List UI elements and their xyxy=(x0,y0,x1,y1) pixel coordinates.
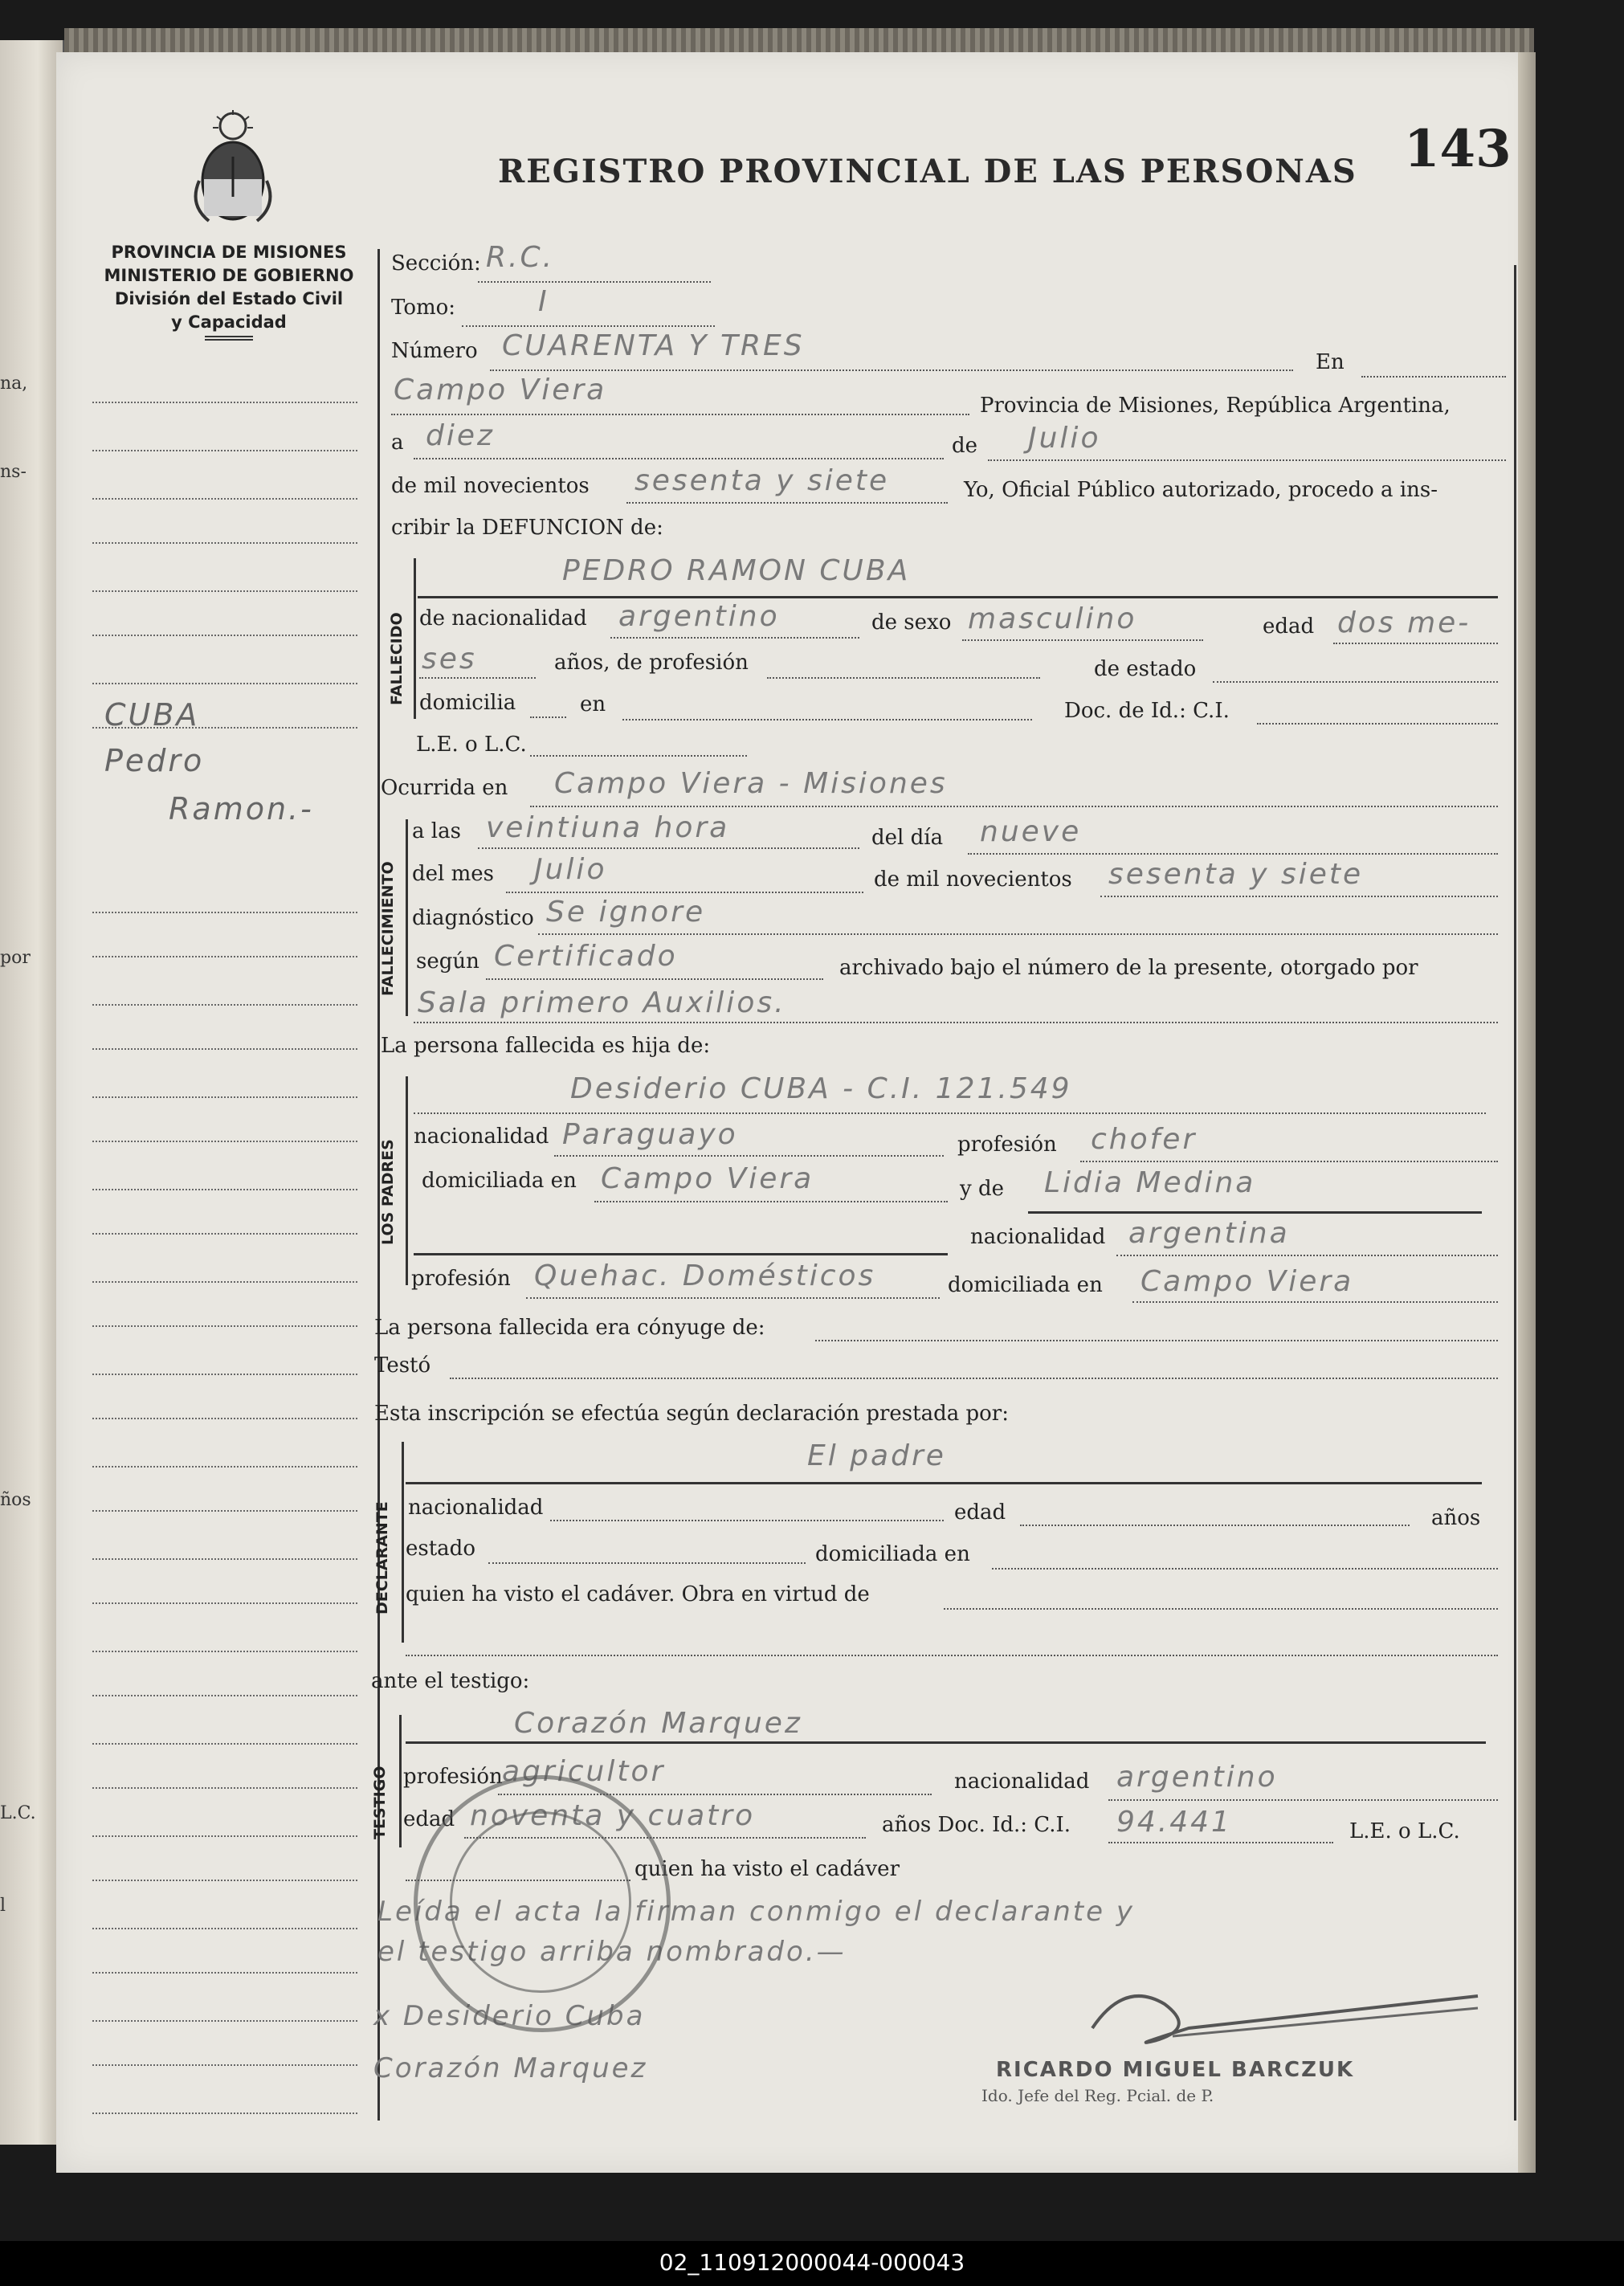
field-line xyxy=(506,892,863,893)
official-signature-scribble xyxy=(1076,1972,1494,2060)
label-del-dia: del día xyxy=(871,826,944,850)
label-de: de xyxy=(952,434,978,458)
label-domicilia: domicilia xyxy=(419,691,516,715)
value-testigo-ci: 94.441 xyxy=(1116,1806,1232,1839)
value-diagnostico: Se ignore xyxy=(546,896,706,929)
official-seal-stamp xyxy=(414,1775,671,2032)
value-padre-dom: Campo Viera xyxy=(601,1162,814,1195)
section-border xyxy=(414,558,416,719)
label-anos-profesion: años, de profesión xyxy=(554,651,749,675)
margin-line xyxy=(92,912,357,913)
value-segun: Certificado xyxy=(494,940,678,973)
field-line xyxy=(488,1562,806,1564)
field-line xyxy=(530,755,747,757)
field-line xyxy=(391,414,969,415)
label-estado: de estado xyxy=(1094,657,1197,681)
margin-line xyxy=(92,2020,357,2022)
page-title: REGISTRO PROVINCIAL DE LAS PERSONAS xyxy=(498,153,1357,190)
margin-line xyxy=(92,1281,357,1283)
field-line xyxy=(1361,376,1506,378)
margin-line xyxy=(92,1558,357,1560)
label-decl-estado: estado xyxy=(406,1537,475,1561)
form-right-border xyxy=(1514,265,1516,2121)
margin-line xyxy=(92,1651,357,1652)
label-madre-profesion: profesión xyxy=(411,1267,511,1291)
field-line xyxy=(550,1520,944,1521)
label-de-mil: de mil novecientos xyxy=(391,474,590,498)
value-declarante: El padre xyxy=(807,1439,946,1472)
margin-first-name: Pedro xyxy=(104,743,205,778)
section-border xyxy=(399,1715,402,1847)
section-label-padres: LOS PADRES xyxy=(379,1139,397,1245)
field-line xyxy=(406,1655,1498,1656)
field-line xyxy=(1100,896,1498,897)
label-numero: Número xyxy=(391,339,478,363)
margin-line xyxy=(92,683,357,684)
field-line xyxy=(450,1378,1498,1379)
margin-line xyxy=(92,1048,357,1050)
field-line xyxy=(554,1155,944,1157)
official-seal-inner-ring xyxy=(450,1811,631,1993)
field-line xyxy=(610,637,859,639)
value-ocurrida: Campo Viera - Misiones xyxy=(554,767,948,800)
field-line xyxy=(530,716,566,718)
value-padre-prof: chofer xyxy=(1091,1123,1198,1156)
label-en-domicilio: en xyxy=(580,692,606,716)
witness-signature: Corazón Marquez xyxy=(373,2052,648,2084)
field-line xyxy=(406,1741,1486,1744)
margin-line xyxy=(92,1510,357,1512)
section-border xyxy=(406,819,408,1016)
field-line xyxy=(962,639,1203,641)
field-line xyxy=(478,847,859,849)
left-page-fragment: ños xyxy=(0,1490,31,1510)
label-testigo-nacionalidad: nacionalidad xyxy=(954,1770,1090,1794)
field-line xyxy=(414,1253,948,1255)
value-anio-fall: sesenta y siete xyxy=(1108,858,1364,891)
field-line xyxy=(626,502,948,504)
label-nacionalidad: de nacionalidad xyxy=(419,606,587,631)
label-inscripcion: Esta inscripción se efectúa según declaración prestada por: xyxy=(374,1402,1009,1426)
org-underline xyxy=(205,336,253,337)
label-padre-domiciliada: domiciliada en xyxy=(422,1169,577,1193)
label-provincia: Provincia de Misiones, República Argentina, xyxy=(980,394,1451,418)
closing-text-line-2: el testigo arriba nombrado.— xyxy=(377,1936,847,1968)
field-line xyxy=(490,369,1293,371)
label-decl-edad: edad xyxy=(954,1500,1006,1525)
margin-line xyxy=(92,542,357,544)
value-madre-dom: Campo Viera xyxy=(1140,1265,1354,1298)
field-line xyxy=(526,1297,940,1299)
margin-surname: CUBA xyxy=(104,697,200,733)
field-line xyxy=(414,458,944,459)
left-page-fragment: l xyxy=(0,1896,6,1916)
margin-line xyxy=(92,956,357,957)
label-segun: según xyxy=(416,949,479,974)
value-sexo: masculino xyxy=(968,602,1137,635)
label-doc-id: Doc. de Id.: C.I. xyxy=(1064,699,1230,723)
label-quien-visto: quien ha visto el cadáver. Obra en virtud de xyxy=(406,1582,870,1606)
field-line xyxy=(1080,1161,1498,1162)
section-label-fallecimiento: FALLECIMIENTO xyxy=(379,861,397,996)
margin-line xyxy=(92,450,357,451)
section-label-fallecido: FALLECIDO xyxy=(388,612,406,705)
value-edad-cont: ses xyxy=(422,643,477,676)
value-lugar: Campo Viera xyxy=(394,374,607,406)
margin-line xyxy=(92,635,357,636)
value-dia: diez xyxy=(426,419,495,452)
label-testigo-profesion: profesión xyxy=(403,1765,503,1789)
value-testigo: Corazón Marquez xyxy=(514,1707,802,1740)
value-madre-prof: Quehac. Domésticos xyxy=(534,1259,876,1292)
margin-line xyxy=(92,1004,357,1006)
label-madre-nacionalidad: nacionalidad xyxy=(970,1225,1106,1249)
label-conyuge: La persona fallecida era cónyuge de: xyxy=(374,1316,765,1340)
margin-line xyxy=(92,1695,357,1696)
margin-line xyxy=(92,1835,357,1837)
label-testigo-edad: edad xyxy=(403,1807,455,1831)
label-cribir: cribir la DEFUNCION de: xyxy=(391,516,663,540)
value-hora: veintiuna hora xyxy=(486,811,730,844)
field-line xyxy=(1108,1799,1498,1801)
margin-line xyxy=(92,1418,357,1419)
name-line xyxy=(418,596,1498,598)
value-otorgado: Sala primero Auxilios. xyxy=(418,986,786,1019)
value-mes-fall: Julio xyxy=(534,853,607,886)
value-mes: Julio xyxy=(1028,422,1101,455)
margin-line xyxy=(92,1466,357,1468)
field-line xyxy=(968,853,1498,855)
left-page-fragment: na, xyxy=(0,374,28,394)
value-testigo-prof: agricultor xyxy=(502,1755,666,1788)
margin-line xyxy=(92,1096,357,1098)
label-seccion: Sección: xyxy=(391,251,481,276)
section-label-declarante: DECLARANTE xyxy=(373,1501,391,1614)
value-anio: sesenta y siete xyxy=(635,464,890,497)
margin-line xyxy=(92,1325,357,1327)
label-diagnostico: diagnóstico xyxy=(412,906,534,930)
label-archivado: archivado bajo el número de la presente, otorgado por xyxy=(839,956,1418,980)
value-dia-fall: nueve xyxy=(980,815,1082,848)
field-line xyxy=(1132,1301,1498,1303)
margin-line xyxy=(92,1141,357,1142)
section-border xyxy=(406,1076,408,1285)
label-y-de: y de xyxy=(960,1177,1004,1201)
value-testigo-nac: argentino xyxy=(1116,1761,1278,1794)
declarant-signature: x Desiderio Cuba xyxy=(373,2000,646,2032)
label-del-mes: del mes xyxy=(412,862,494,886)
left-page-fragment: L.C. xyxy=(0,1803,36,1823)
label-edad: edad xyxy=(1263,614,1315,639)
issuing-office xyxy=(76,241,382,342)
label-padre-nacionalidad: nacionalidad xyxy=(414,1125,549,1149)
field-line xyxy=(944,1608,1498,1610)
field-line xyxy=(414,1022,1498,1023)
value-seccion: R.C. xyxy=(486,241,555,274)
field-line xyxy=(478,281,711,283)
field-line xyxy=(406,1482,1482,1484)
margin-line xyxy=(92,1787,357,1789)
org-capacity: y Capacidad xyxy=(171,312,287,332)
field-line xyxy=(462,325,715,327)
margin-line xyxy=(92,1374,357,1375)
field-line xyxy=(815,1340,1498,1341)
left-page-fragment: ns- xyxy=(0,462,27,482)
field-line xyxy=(992,1568,1498,1570)
book-right-edge xyxy=(1518,52,1536,2173)
label-a: a xyxy=(391,431,404,455)
org-underline xyxy=(205,339,253,341)
page-number xyxy=(1404,119,1512,179)
field-line xyxy=(486,978,823,980)
label-ocurrida: Ocurrida en xyxy=(381,776,508,800)
field-line xyxy=(767,677,1040,679)
value-nacionalidad: argentino xyxy=(618,600,780,633)
closing-text-line-1: Leída el acta la firman conmigo el declarante y xyxy=(377,1896,1135,1928)
field-line xyxy=(1257,723,1498,725)
value-numero: CUARENTA Y TRES xyxy=(502,329,805,362)
field-line xyxy=(988,459,1506,461)
label-tomo: Tomo: xyxy=(391,296,456,320)
label-madre-domiciliada: domiciliada en xyxy=(948,1273,1103,1297)
field-line xyxy=(1333,643,1498,644)
section-border xyxy=(402,1442,404,1643)
field-line xyxy=(414,1112,1486,1114)
field-line xyxy=(538,933,1498,935)
label-decl-anos: años xyxy=(1431,1506,1481,1530)
margin-line xyxy=(92,1233,357,1235)
field-line xyxy=(1020,1525,1410,1526)
label-a-las: a las xyxy=(412,819,461,843)
page-number-text: 143 xyxy=(1404,119,1512,179)
label-le-lc: L.E. o L.C. xyxy=(416,733,527,757)
label-decl-nacionalidad: nacionalidad xyxy=(408,1496,544,1520)
section-label-testigo: TESTIGO xyxy=(371,1766,389,1839)
margin-line xyxy=(92,1602,357,1604)
field-line xyxy=(1116,1255,1498,1256)
margin-line xyxy=(92,590,357,592)
margin-line xyxy=(92,1880,357,1881)
label-yo: Yo, Oficial Público autorizado, procedo a ins- xyxy=(964,478,1438,502)
org-division: División del Estado Civil xyxy=(114,289,344,308)
value-fallecido-nombre: PEDRO RAMON CUBA xyxy=(562,554,911,587)
label-ante-testigo: ante el testigo: xyxy=(371,1669,530,1693)
org-ministry: MINISTERIO DE GOBIERNO xyxy=(104,266,354,285)
label-testigo-le-lc: L.E. o L.C. xyxy=(1349,1819,1460,1843)
field-line xyxy=(594,1201,948,1202)
margin-line xyxy=(92,2064,357,2066)
field-line xyxy=(1108,1842,1333,1843)
value-testigo-edad: noventa y cuatro xyxy=(470,1799,756,1832)
label-decl-domiciliada: domiciliada en xyxy=(815,1542,970,1566)
label-padre-profesion: profesión xyxy=(957,1133,1057,1157)
margin-line xyxy=(92,402,357,403)
margin-line xyxy=(92,1972,357,1974)
margin-line xyxy=(92,1189,357,1190)
margin-line xyxy=(92,1928,357,1929)
value-madre: Lidia Medina xyxy=(1044,1166,1256,1199)
officer-name: RICARDO MIGUEL BARCZUK xyxy=(996,2058,1355,2082)
label-en: En xyxy=(1316,350,1344,374)
officer-title: Ido. Jefe del Reg. Pcial. de P. xyxy=(981,2086,1214,2105)
org-province: PROVINCIA DE MISIONES xyxy=(111,243,347,262)
label-sexo: de sexo xyxy=(871,610,952,635)
left-page-fragment: por xyxy=(0,948,31,968)
value-tomo: I xyxy=(538,285,549,318)
label-hija-de: La persona fallecida es hija de: xyxy=(381,1034,711,1058)
field-line xyxy=(530,806,1498,807)
value-padre: Desiderio CUBA - C.I. 121.549 xyxy=(570,1072,1072,1105)
margin-line xyxy=(92,2113,357,2114)
margin-line xyxy=(92,1743,357,1745)
field-line xyxy=(1028,1211,1482,1214)
margin-second-name: Ramon.- xyxy=(169,791,314,827)
field-line xyxy=(1213,681,1498,683)
label-testo: Testó xyxy=(374,1353,431,1378)
field-line xyxy=(419,677,536,679)
field-line xyxy=(622,719,1032,720)
value-padre-nac: Paraguayo xyxy=(562,1118,738,1151)
label-de-mil-2: de mil novecientos xyxy=(874,867,1072,892)
value-madre-nac: argentina xyxy=(1128,1217,1290,1250)
document-id: 02_110912000044-000043 xyxy=(659,2249,965,2276)
coat-of-arms-icon xyxy=(185,108,281,229)
label-testigo-quien-visto: quien ha visto el cadáver xyxy=(635,1857,900,1881)
label-testigo-doc: años Doc. Id.: C.I. xyxy=(882,1813,1071,1837)
value-edad: dos me- xyxy=(1337,606,1471,639)
margin-line xyxy=(92,498,357,500)
